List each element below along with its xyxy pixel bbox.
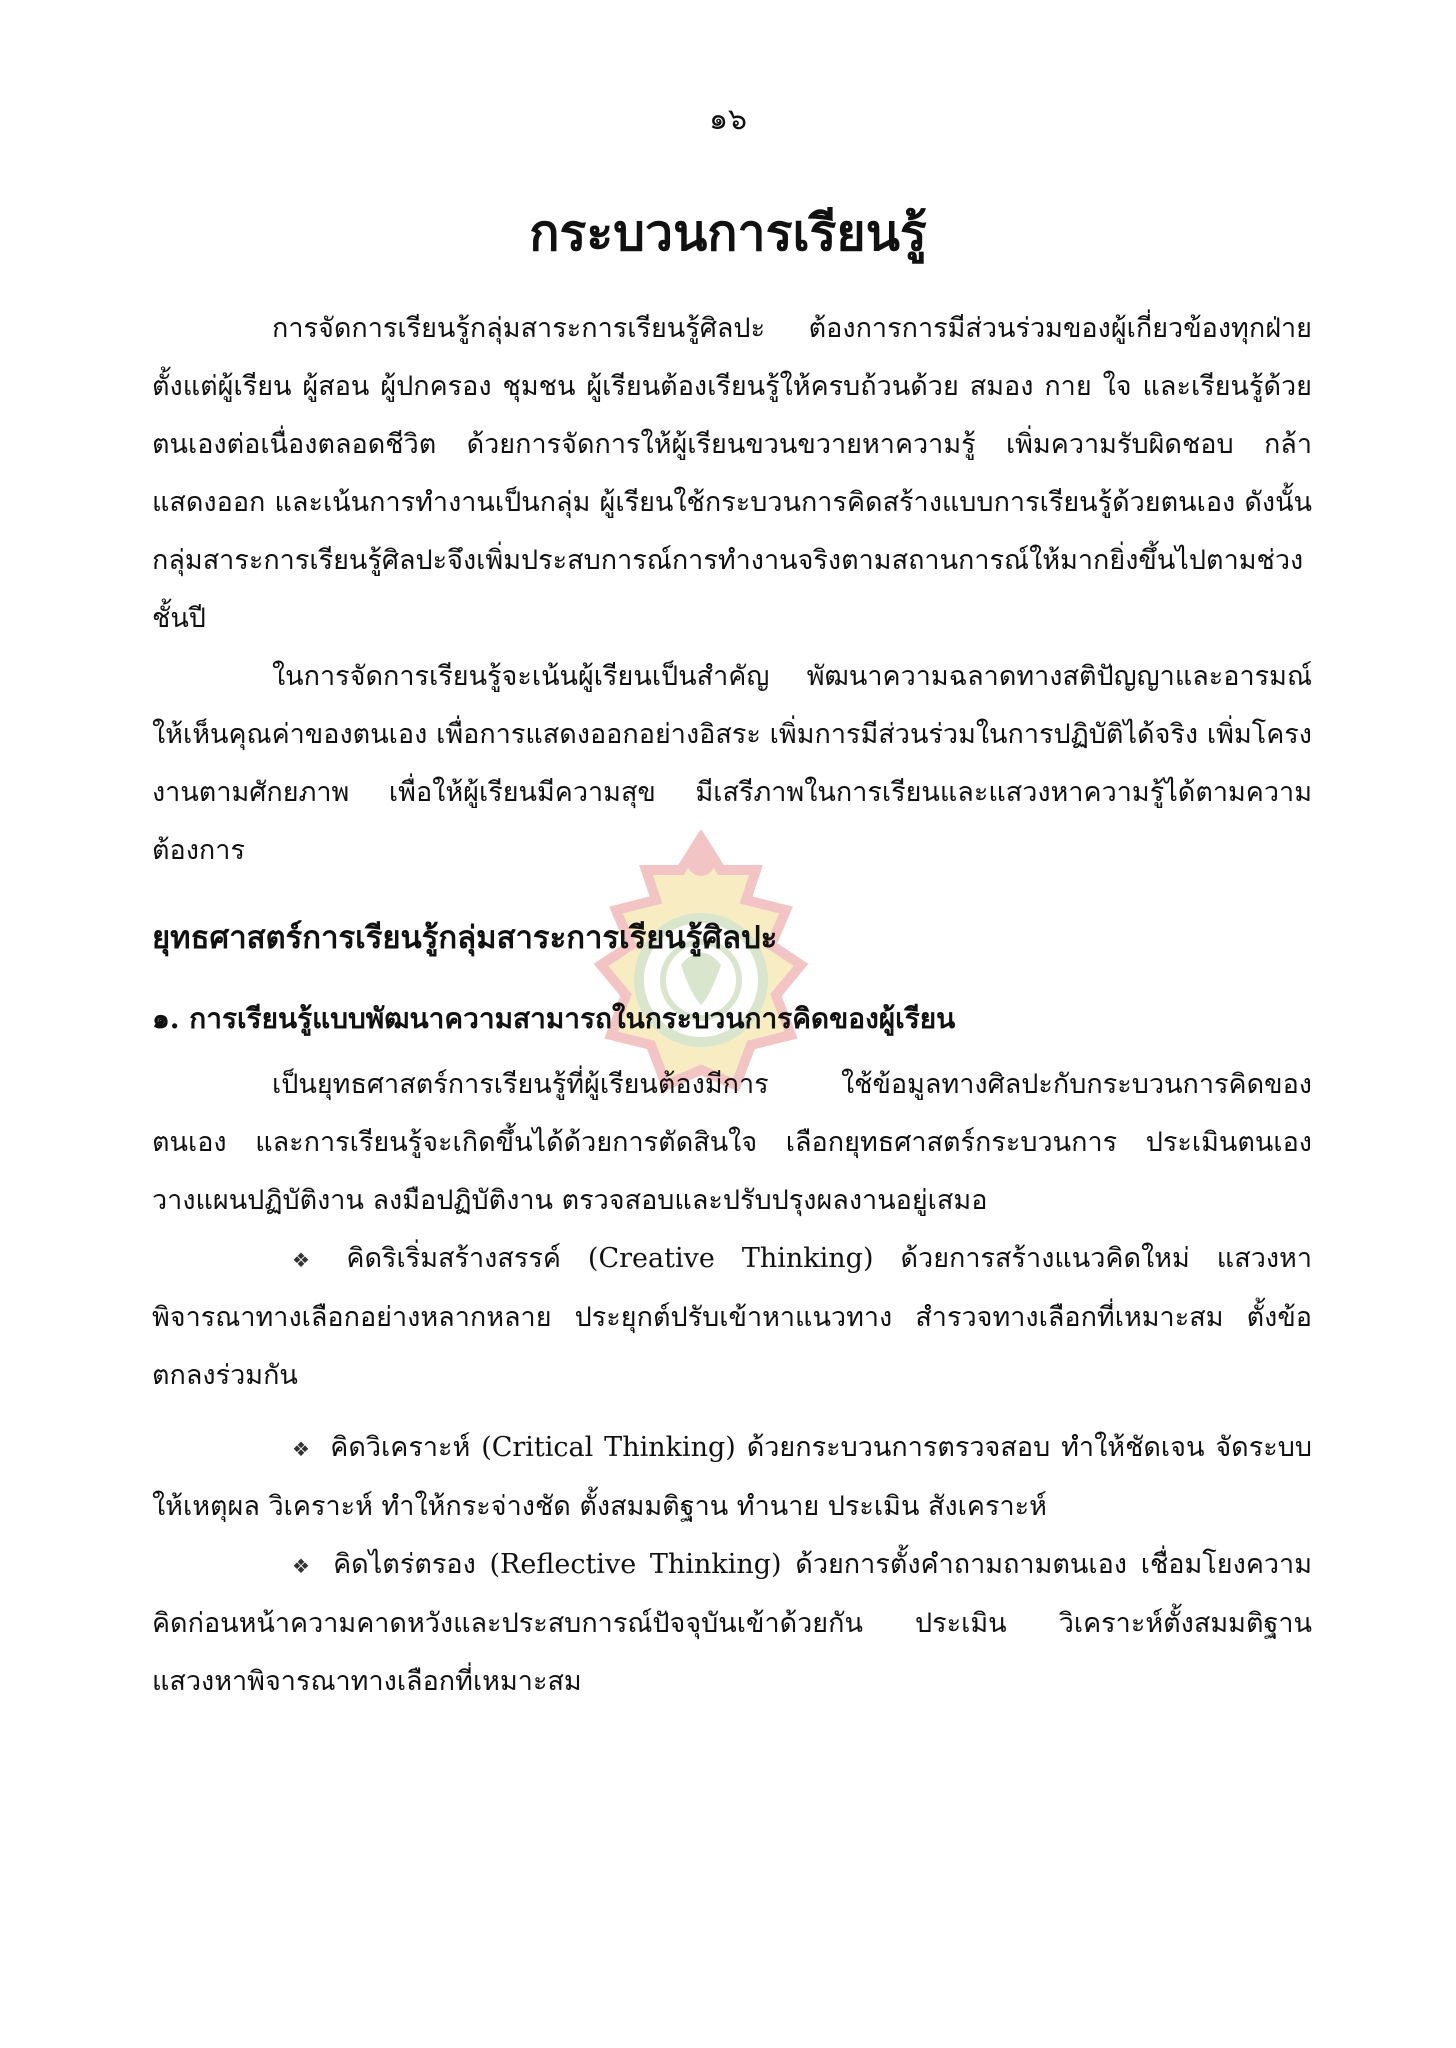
subsection-heading: ๑. การเรียนรู้แบบพัฒนาความสามารถในกระบวนการคิดของผู้เรียน [152, 1002, 956, 1035]
diamond-bullet-icon: ❖ [292, 1554, 316, 1578]
bullet-item [152, 1536, 1312, 1711]
paragraph-intro: การจัดการเรียนรู้กลุ่มสาระการเรียนรู้ศิลปะ ต้องการการมีส่วนร่วมของผู้เกี่ยวข้องทุกฝ่าย ตั้งแต่ผู้เรียน ผู้สอน ผู้ปกครอง ชุมชน ผู้เรียนต้องเรียนรู้ให้ครบถ้วนด้วย สมอง กาย ใจ และเรียนรู้ด้วยตนเองต่อเนื่องตลอดชีวิต ด้วยการจัดการให้ผู้เรียนขวนขวายหาความรู้ เพิ่มความรับผิดชอบ กล้าแสดงออก และเน้นการทำงานเป็นกลุ่ม ผู้เรียนใช้กระบวนการคิดสร้างแบบการเรียนรู้ด้วยตนเอง ดังนั้นกลุ่มสาระการเรียนรู้ศิลปะจึงเพิ่มประสบการณ์การทำงานจริงตามสถานการณ์ให้มากยิ่งขึ้นไปตามช่วงชั้นปี [152, 313, 1312, 634]
bullet-text: คิดไตร่ตรอง (Reflective Thinking) ด้วยการตั้งคำถามถามตนเอง เชื่อมโยงความคิดก่อนหน้าความคาดหวังและประสบการณ์ปัจจุบันเข้าด้วยกัน ประเมิน วิเคราะห์ตั้งสมมติฐาน แสวงหาพิจารณาทางเลือกที่เหมาะสม [152, 1549, 1312, 1697]
bullet-text: คิดริเริ่มสร้างสรรค์ (Creative Thinking) ด้วยการสร้างแนวคิดใหม่ แสวงหาพิจารณาทางเลือกอย่างหลากหลาย ประยุกต์ปรับเข้าหาแนวทาง สำรวจทางเลือกที่เหมาะสม ตั้งข้อตกลงร่วมกัน [152, 1243, 1312, 1391]
bullet-item [152, 1419, 1312, 1536]
paragraph-strategy: เป็นยุทธศาสตร์การเรียนรู้ที่ผู้เรียนต้องมีการ ใช้ข้อมูลทางศิลปะกับกระบวนการคิดของตนเอง และการเรียนรู้จะเกิดขึ้นได้ด้วยการตัดสินใจ เลือกยุทธศาสตร์กระบวนการ ประเมินตนเอง วางแผนปฏิบัติงาน ลงมือปฏิบัติงาน ตรวจสอบและปรับปรุงผลงานอยู่เสมอ [152, 1069, 1312, 1216]
diamond-bullet-icon: ❖ [292, 1437, 313, 1461]
document-body [152, 300, 1312, 1711]
bullet-text: คิดวิเคราะห์ (Critical Thinking) ด้วยกระบวนการตรวจสอบ ทำให้ชัดเจน จัดระบบ ให้เหตุผล วิเคราะห์ ทำให้กระจ่างชัด ตั้งสมมติฐาน ทำนาย ประเมิน สังเคราะห์ [152, 1432, 1312, 1522]
diamond-bullet-icon: ❖ [292, 1248, 329, 1272]
section-heading: ยุทธศาสตร์การเรียนรู้กลุ่มสาระการเรียนรู้ศิลปะ [152, 920, 778, 956]
page-title: กระบวนการเรียนรู้ [529, 203, 927, 262]
bullet-item [152, 1230, 1312, 1405]
paragraph-learner-centered: ในการจัดการเรียนรู้จะเน้นผู้เรียนเป็นสำคัญ พัฒนาความฉลาดทางสติปัญญาและอารมณ์ ให้เห็นคุณค่าของตนเอง เพื่อการแสดงออกอย่างอิสระ เพิ่มการมีส่วนร่วมในการปฏิบัติได้จริง เพิ่มโครงงานตามศักยภาพ เพื่อให้ผู้เรียนมีความสุข มีเสรีภาพในการเรียนและแสวงหาความรู้ได้ตามความต้องการ [152, 661, 1312, 866]
page-number: ๑๖ [708, 102, 748, 137]
